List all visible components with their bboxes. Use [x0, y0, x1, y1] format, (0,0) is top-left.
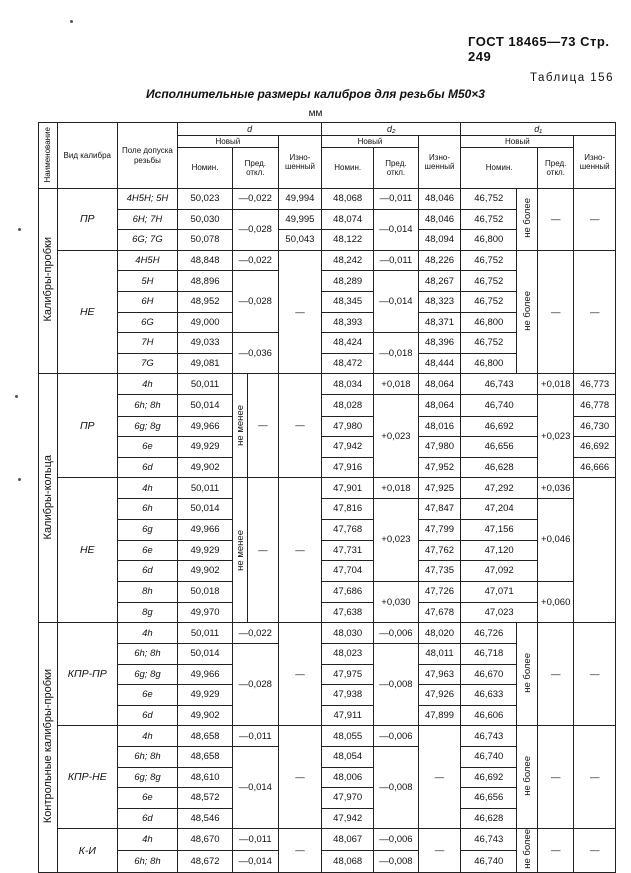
d2-worn: 47,678	[418, 602, 461, 623]
d-dev: —0,014	[233, 851, 279, 873]
d1-worn: —	[574, 189, 616, 251]
d2-nom: 48,028	[322, 394, 374, 416]
d-nom: 49,929	[178, 437, 233, 458]
d1-nom: 47,204	[461, 498, 538, 519]
field-cell: 6Н; 7Н	[117, 209, 177, 230]
d2-worn: 48,011	[418, 643, 461, 664]
d1-nom: 46,692	[461, 416, 538, 437]
d2-worn: 48,323	[418, 291, 461, 312]
field-cell: 6g	[117, 519, 177, 540]
d-nom: 49,929	[178, 540, 233, 561]
d-worn: 50,043	[278, 230, 322, 251]
d-dev	[233, 374, 279, 478]
field-cell: 6h; 8h	[117, 851, 177, 873]
d-dev: —0,011	[233, 829, 279, 851]
d1-nom: 46,740	[461, 851, 517, 873]
d2-nom: 48,023	[322, 643, 374, 664]
d2-dev: —0,018	[374, 333, 419, 374]
new-header: Новый	[178, 136, 279, 148]
table-title: Исполнительные размеры калибров для резьбы М50×3	[146, 87, 485, 101]
scan-speck	[18, 478, 21, 481]
d2-nom: 48,074	[322, 209, 374, 230]
d2-dev: —0,006	[374, 726, 419, 747]
d2-worn: —	[418, 829, 461, 873]
d1-dev: +0,060	[538, 581, 574, 623]
note-cell: не менее	[233, 374, 248, 477]
d1-nom: 46,743	[461, 726, 517, 747]
d1-nom: 46,752	[461, 250, 517, 271]
type-cell: ПР	[57, 189, 117, 251]
note-cell: не более	[517, 189, 538, 251]
d-dev: —0,028	[233, 271, 279, 333]
d-worn: —	[278, 478, 322, 623]
d2-worn: 47,847	[418, 498, 461, 519]
d-dev	[233, 478, 279, 623]
field-cell: 4h	[117, 374, 177, 395]
d2-nom: 47,901	[322, 478, 374, 499]
d2-nom: 47,638	[322, 602, 374, 623]
d2-dev: —0,006	[374, 623, 419, 644]
d1-nom: 47,156	[461, 519, 538, 540]
d2-worn: —	[418, 726, 461, 829]
field-cell: 6e	[117, 540, 177, 561]
d1-nom: 46,628	[461, 808, 517, 829]
d2-worn: 47,925	[418, 478, 461, 499]
new-header: Новый	[461, 136, 574, 148]
d2-dev: —0,008	[374, 851, 419, 873]
d-nom: 48,610	[178, 767, 233, 788]
type-cell: НЕ	[57, 478, 117, 623]
d1-worn: 46,666	[574, 457, 616, 478]
d2-dev: +0,018	[374, 374, 419, 395]
field-cell: 6h; 8h	[117, 643, 177, 664]
field-cell: 4h	[117, 726, 177, 747]
d-worn: —	[278, 726, 322, 829]
d2-worn: 47,952	[418, 457, 461, 478]
d-nom: 48,952	[178, 291, 233, 312]
d1-nom: 46,606	[461, 705, 517, 726]
page-header: ГОСТ 18465—73 Стр. 249	[468, 34, 610, 64]
d2-nom: 47,970	[322, 788, 374, 809]
dash: —	[258, 544, 268, 556]
note-cell: не более	[517, 829, 538, 873]
d-nom: 48,658	[178, 726, 233, 747]
d-worn: 49,994	[278, 189, 322, 210]
d1-dev: —	[538, 726, 574, 829]
worn-header: Изно-шенный	[278, 136, 322, 189]
d1-nom: 46,752	[461, 189, 517, 210]
field-cell: 7G	[117, 353, 177, 374]
d1-nom: 46,726	[461, 623, 517, 644]
d2-dev: +0,023	[374, 498, 419, 581]
d2-nom: 48,055	[322, 726, 374, 747]
d1-dev: +0,018	[538, 374, 574, 395]
new-header: Новый	[322, 136, 418, 148]
d2-worn: 48,046	[418, 189, 461, 210]
d1-worn: 46,778	[574, 394, 616, 416]
d-nom: 49,966	[178, 519, 233, 540]
field-cell: 6Н	[117, 291, 177, 312]
note-cell: не более	[517, 623, 538, 726]
d2-nom: 48,068	[322, 189, 374, 210]
d1-nom: 46,800	[461, 230, 517, 251]
d-nom: 48,658	[178, 746, 233, 767]
nom-header: Номин.	[461, 148, 538, 189]
d1-nom: 46,656	[461, 788, 517, 809]
d2-worn: 48,016	[418, 416, 461, 437]
category-cell: Калибры-кольца	[39, 374, 58, 623]
d2-nom: 48,006	[322, 767, 374, 788]
d2-dev: —0,006	[374, 829, 419, 851]
nom-header: Номин.	[178, 148, 233, 189]
field-cell: 4Н5Н; 5Н	[117, 189, 177, 210]
d1-nom: 46,628	[461, 457, 538, 478]
d-dev: —0,011	[233, 726, 279, 747]
field-cell: 4Н5Н	[117, 250, 177, 271]
d2-worn: 48,444	[418, 353, 461, 374]
d2-worn: 48,396	[418, 333, 461, 354]
d-nom: 48,670	[178, 829, 233, 851]
d2-nom: 47,731	[322, 540, 374, 561]
d2-nom: 48,345	[322, 291, 374, 312]
d2-worn: 48,020	[418, 623, 461, 644]
d-nom: 48,672	[178, 851, 233, 873]
d1-nom: 46,633	[461, 685, 517, 706]
d1-worn: 46,773	[574, 374, 616, 395]
d1-worn: 46,692	[574, 437, 616, 458]
d-nom: 50,030	[178, 209, 233, 230]
d-nom: 49,902	[178, 561, 233, 582]
d2-worn: 47,762	[418, 540, 461, 561]
d2-nom: 48,242	[322, 250, 374, 271]
field-cell: 7Н	[117, 333, 177, 354]
d1-dev: —	[538, 189, 574, 251]
d1-dev: +0,023	[538, 394, 574, 477]
d-dev: —0,014	[233, 746, 279, 828]
field-cell: 6d	[117, 705, 177, 726]
d-nom: 49,081	[178, 353, 233, 374]
d-nom: 49,966	[178, 416, 233, 437]
d1-nom: 47,023	[461, 602, 538, 623]
d2-dev: —0,014	[374, 209, 419, 250]
d-nom: 50,014	[178, 394, 233, 416]
d2-worn: 47,980	[418, 437, 461, 458]
d2-nom: 47,911	[322, 705, 374, 726]
d1-nom: 46,656	[461, 437, 538, 458]
col-type-header: Вид калибра	[57, 123, 117, 189]
d2-worn: 48,371	[418, 312, 461, 333]
d-nom: 48,572	[178, 788, 233, 809]
d1-worn: —	[574, 250, 616, 374]
field-cell: 6g; 8g	[117, 664, 177, 685]
d1-dev: +0,046	[538, 498, 574, 581]
d2-worn: 47,899	[418, 705, 461, 726]
field-cell: 6d	[117, 457, 177, 478]
d1-nom: 46,740	[461, 746, 517, 767]
d1-worn	[574, 478, 616, 623]
d1-nom: 46,752	[461, 209, 517, 230]
worn-header: Изно-шенный	[574, 136, 616, 189]
col-field-header: Поле допуска резьбы	[117, 123, 177, 189]
d2-worn: 47,726	[418, 581, 461, 602]
field-cell: 8g	[117, 602, 177, 623]
d-dev: —0,036	[233, 333, 279, 374]
worn-header: Изно-шенный	[418, 136, 461, 189]
category-cell: Контрольные калибры-пробки	[39, 623, 58, 873]
field-cell: 8h	[117, 581, 177, 602]
field-cell: 6h; 8h	[117, 746, 177, 767]
d-nom: 48,546	[178, 808, 233, 829]
d2-nom: 47,942	[322, 808, 374, 829]
d2-nom: 47,768	[322, 519, 374, 540]
d2-nom: 48,472	[322, 353, 374, 374]
d1-nom: 46,692	[461, 767, 517, 788]
scan-speck	[18, 228, 21, 231]
d1-dev: +0,036	[538, 478, 574, 499]
type-cell: ПР	[57, 374, 117, 478]
calibre-table	[38, 122, 616, 873]
d-nom: 49,929	[178, 685, 233, 706]
category-cell: Калибры-пробки	[39, 189, 58, 374]
d2-worn: 48,094	[418, 230, 461, 251]
d-nom: 50,011	[178, 478, 233, 499]
field-cell: 6e	[117, 437, 177, 458]
field-cell: 6d	[117, 808, 177, 829]
d1-nom: 46,670	[461, 664, 517, 685]
d-worn: —	[278, 623, 322, 726]
d-nom: 50,018	[178, 581, 233, 602]
dev-header: Пред. откл.	[233, 148, 279, 189]
d2-worn: 48,064	[418, 374, 461, 395]
field-cell: 4h	[117, 478, 177, 499]
d2-nom: 48,054	[322, 746, 374, 767]
scan-speck	[15, 395, 18, 398]
d-worn: 49,995	[278, 209, 322, 230]
d2-dev: —0,008	[374, 746, 419, 828]
col-d1-header: d₁	[461, 123, 616, 136]
d-nom: 50,011	[178, 374, 233, 395]
d2-nom: 47,704	[322, 561, 374, 582]
note-cell: не более	[517, 726, 538, 829]
d1-nom: 47,292	[461, 478, 538, 499]
d2-worn: 48,226	[418, 250, 461, 271]
d1-nom: 46,800	[461, 312, 517, 333]
d-nom: 50,014	[178, 643, 233, 664]
field-cell: 4h	[117, 623, 177, 644]
dev-header: Пред. откл.	[538, 148, 574, 189]
d2-nom: 47,686	[322, 581, 374, 602]
d1-nom: 46,800	[461, 353, 517, 374]
d-nom: 49,902	[178, 705, 233, 726]
d2-nom: 48,424	[322, 333, 374, 354]
d2-nom: 48,034	[322, 374, 374, 395]
d-worn: —	[278, 250, 322, 374]
d-nom: 50,011	[178, 623, 233, 644]
d2-nom: 47,938	[322, 685, 374, 706]
note-cell: не менее	[233, 478, 248, 622]
d2-dev: —0,011	[374, 189, 419, 210]
d1-nom: 47,120	[461, 540, 538, 561]
field-cell: 6e	[117, 788, 177, 809]
d2-worn: 47,963	[418, 664, 461, 685]
d2-dev: —0,011	[374, 250, 419, 271]
field-cell: 6d	[117, 561, 177, 582]
d1-worn: —	[574, 726, 616, 829]
dev-header: Пред. откл.	[374, 148, 419, 189]
d-dev: —0,022	[233, 250, 279, 271]
d2-dev: +0,030	[374, 581, 419, 623]
field-cell: 6G	[117, 312, 177, 333]
nom-header: Номин.	[322, 148, 374, 189]
note-cell: не более	[517, 250, 538, 374]
d2-nom: 47,942	[322, 437, 374, 458]
d1-dev: —	[538, 829, 574, 873]
d2-nom: 48,122	[322, 230, 374, 251]
d-nom: 49,902	[178, 457, 233, 478]
d-dev: —0,022	[233, 189, 279, 210]
d2-worn: 47,926	[418, 685, 461, 706]
d2-nom: 48,289	[322, 271, 374, 292]
d-nom: 49,970	[178, 602, 233, 623]
d2-dev: +0,018	[374, 478, 419, 499]
d2-worn: 48,046	[418, 209, 461, 230]
col-d2-header: d₂	[322, 123, 461, 136]
d2-nom: 48,067	[322, 829, 374, 851]
d1-nom: 46,743	[461, 374, 538, 395]
d2-nom: 47,975	[322, 664, 374, 685]
d2-worn: 47,735	[418, 561, 461, 582]
d-dev: —0,028	[233, 643, 279, 725]
col-name-header: Наименование	[39, 123, 58, 189]
d-dev: —0,022	[233, 623, 279, 644]
d-worn: —	[278, 374, 322, 478]
d2-nom: 47,916	[322, 457, 374, 478]
d1-nom: 47,071	[461, 581, 538, 602]
d1-nom: 46,752	[461, 333, 517, 354]
field-cell: 5Н	[117, 271, 177, 292]
d-nom: 50,078	[178, 230, 233, 251]
d2-dev: —0,008	[374, 643, 419, 725]
d-nom: 49,000	[178, 312, 233, 333]
field-cell: 6h; 8h	[117, 394, 177, 416]
type-cell: К-И	[57, 829, 117, 873]
d-worn: —	[278, 829, 322, 873]
d-nom: 49,033	[178, 333, 233, 354]
d2-nom: 48,393	[322, 312, 374, 333]
col-d-header: d	[178, 123, 322, 136]
type-cell: НЕ	[57, 250, 117, 374]
d2-worn: 48,064	[418, 394, 461, 416]
d2-worn: 47,799	[418, 519, 461, 540]
field-cell: 6g; 8g	[117, 767, 177, 788]
d2-nom: 47,980	[322, 416, 374, 437]
table-number: Таблица 156	[530, 72, 614, 84]
d1-worn: —	[574, 829, 616, 873]
type-cell: КПР-НЕ	[57, 726, 117, 829]
d1-worn: —	[574, 623, 616, 726]
d1-nom: 46,743	[461, 829, 517, 851]
d2-nom: 48,068	[322, 851, 374, 873]
d1-nom: 46,752	[461, 271, 517, 292]
d1-dev: —	[538, 623, 574, 726]
d-nom: 48,848	[178, 250, 233, 271]
d-nom: 48,896	[178, 271, 233, 292]
d2-nom: 48,030	[322, 623, 374, 644]
d1-nom: 46,752	[461, 291, 517, 312]
d1-nom: 47,092	[461, 561, 538, 582]
d1-nom: 46,740	[461, 394, 538, 416]
d-nom: 50,023	[178, 189, 233, 210]
d1-worn: 46,730	[574, 416, 616, 437]
d-nom: 50,014	[178, 498, 233, 519]
dash: —	[258, 420, 268, 432]
field-cell: 4h	[117, 829, 177, 851]
d2-nom: 47,816	[322, 498, 374, 519]
d1-dev: —	[538, 250, 574, 374]
field-cell: 6h	[117, 498, 177, 519]
d2-worn: 48,267	[418, 271, 461, 292]
field-cell: 6e	[117, 685, 177, 706]
type-cell: КПР-ПР	[57, 623, 117, 726]
d2-dev: +0,023	[374, 394, 419, 477]
d1-nom: 46,718	[461, 643, 517, 664]
field-cell: 6g; 8g	[117, 416, 177, 437]
unit-label: мм	[308, 108, 323, 119]
d-dev: —0,028	[233, 209, 279, 250]
scan-speck	[70, 20, 73, 23]
field-cell: 6G; 7G	[117, 230, 177, 251]
d-nom: 49,966	[178, 664, 233, 685]
d2-dev: —0,014	[374, 271, 419, 333]
